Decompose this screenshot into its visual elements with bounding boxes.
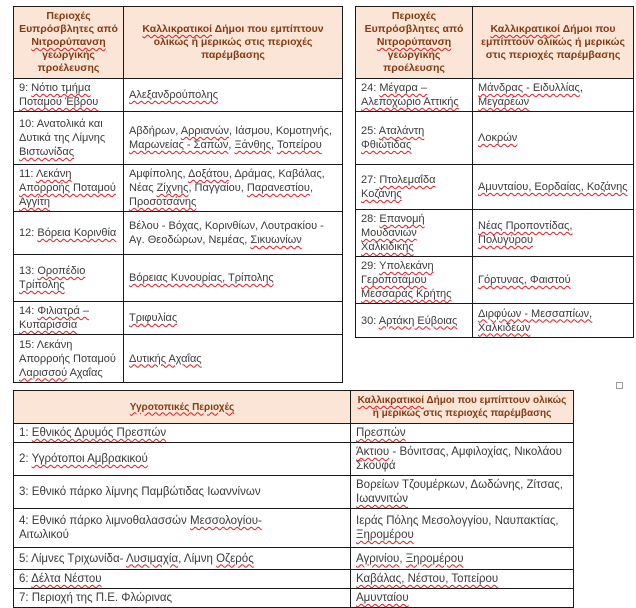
misspelled-text: Αμυνταίου, Εορδαίας, Κοζάνης [478, 181, 628, 193]
table-row [14, 212, 343, 255]
table-row [356, 165, 634, 210]
header-row [14, 391, 574, 424]
table-cell [14, 509, 351, 548]
table-cell [14, 255, 124, 302]
misspelled-text: Υπολεκάνη Γεροποτάμου Μεσσαράς Κρήτης [361, 260, 452, 300]
table-cell [351, 570, 574, 589]
table-cell [351, 476, 574, 509]
table-row [14, 255, 343, 302]
table-cell [124, 255, 343, 302]
nitrate-zones-table-left [13, 6, 343, 383]
table-row [356, 304, 634, 338]
table-cell [14, 335, 124, 383]
misspelled-text: Ξηρομέρου [356, 529, 414, 541]
table-cell [351, 589, 574, 608]
text-run: , [309, 182, 314, 194]
misspelled-text: Ξηρομέρου [405, 552, 464, 565]
table-row [14, 443, 574, 476]
text-run: , [271, 139, 277, 151]
misspelled-text: Λυσιμαχία [126, 552, 179, 565]
misspelled-text: Αμυνταίου [356, 592, 409, 604]
misspelled-text: Γόρτυνας, Φαιστού [478, 274, 571, 286]
misspelled-text: Προσοτσάνης [129, 196, 197, 208]
table-cell [124, 335, 343, 383]
misspelled-text: Ζίχνης [156, 182, 189, 194]
table-cell [14, 548, 351, 570]
column-header [14, 391, 351, 424]
misspelled-text: Δοξάτου [188, 168, 229, 180]
table-cell [351, 443, 574, 476]
table-cell [14, 112, 124, 165]
text-run: 27: [361, 174, 380, 186]
text-run: 29: [361, 260, 380, 272]
text-run: Αιτωλικού [19, 529, 69, 541]
table-cell [356, 210, 473, 257]
text-run: 4: Εθνικό πάρκο λιμνοθαλασσών [19, 515, 190, 527]
wetland-areas-table [13, 390, 574, 608]
misspelled-text: Καβάλας, Νέστου, Τοπείρου [356, 573, 499, 585]
text-run: 13: [19, 265, 38, 277]
misspelled-text: Νότιο τμήμα Ποταμού Έβρου [19, 82, 99, 108]
table-cell [473, 112, 634, 165]
misspelled-text: Παρανεστίου [246, 182, 310, 194]
text-run: , [228, 139, 235, 151]
misspelled-text: Αλεξανδρούπολης [129, 89, 219, 101]
table-row [14, 589, 574, 608]
text-run: , Παγγαίου, [188, 182, 247, 194]
table-row [14, 79, 343, 112]
misspelled-text: Αταλάντη Φθιώτιδας [361, 125, 425, 151]
text-run: Βέλου - Βόχας, Κορινθίων, Λουτρακίου - Αγ. Θεοδώρων, Νεμέας, [129, 220, 324, 246]
table-cell [14, 570, 351, 589]
text-run: , Δράμας, Καβάλας, Νέας [129, 168, 325, 194]
text-run: Βορείων Τζουμέρκων, Δωδώνης, Ζίτσας, [356, 479, 563, 491]
misspelled-text: Τριφυλίας [129, 312, 178, 324]
misspelled-text: Μέγαρα – Αλεποχώριο Αττικής [361, 82, 459, 108]
table-row [14, 548, 574, 570]
misspelled-text: Πτολεμαΐδα Κοζάνης [361, 174, 436, 200]
text-run: , Ιάσμου, Κομοτηνής, [229, 125, 332, 137]
table-cell [473, 304, 634, 338]
misspelled-text: Οζερός [216, 552, 254, 565]
misspelled-text: Τοπείρου [276, 139, 322, 151]
table-row [356, 112, 634, 165]
table-row [14, 509, 574, 548]
misspelled-text: Βόρειας Κυνουρίας, Τρίπολης [129, 272, 274, 284]
table-cell [473, 165, 634, 210]
text-run: Δήμοι που εμπίπτουν ολικώς ή μερικώς στις περιοχές παρέμβασης [153, 23, 324, 61]
misspelled-text: Νέας Προποντίδας, Πολυγύρου [478, 220, 573, 246]
text-run: γεωργικής προέλευσης [383, 49, 445, 74]
misspelled-text: Αρτάκη Εύβοιας [378, 314, 458, 327]
table-row [356, 257, 634, 304]
table-cell [473, 257, 634, 304]
misspelled-text: Δέλτα Νέστου [31, 573, 102, 585]
table-resize-handle[interactable] [616, 382, 623, 389]
table-row [14, 302, 343, 335]
misspelled-text: Λοκρών [478, 132, 518, 144]
misspelled-text: Μεγαρέων [478, 96, 530, 108]
table-cell [124, 112, 343, 165]
text-run: Περιοχές Ευπρόσβλητες από [364, 10, 464, 35]
misspelled-text: Ξάνθης [234, 139, 272, 151]
text-run: Δήμοι που εμπίπτουν ολικώς ή μερικώς στις περιοχές παρέμβασης [481, 23, 625, 61]
misspelled-text: Βιστωνίδας [19, 146, 75, 158]
column-header [14, 7, 124, 79]
misspelled-text: Μαρωνείας - Σαπών [129, 139, 229, 151]
misspelled-text: Καλλικρατικοί [490, 23, 561, 35]
table-cell [356, 79, 473, 112]
misspelled-text: Λεκάνη Απορροής Ποταμού Αγγίτη [19, 168, 116, 208]
text-run: 3: Εθνικό πάρκο λίμνης Παμβώτιδας Ιωαννίνων [19, 486, 261, 498]
text-run: 9: [19, 82, 32, 94]
text-run: Αχαΐας [67, 366, 103, 379]
table-cell [14, 79, 124, 112]
table-cell [14, 476, 351, 509]
table-row [14, 476, 574, 509]
misspelled-text: Υγροτοπικές Περιοχές [129, 401, 235, 413]
table-row [14, 112, 343, 165]
text-run: Αμφίπολης, [129, 168, 189, 180]
misspelled-text: Υγρότοποι Αμβρακικού [31, 453, 148, 465]
nitrate-zones-table-right [355, 6, 634, 338]
column-header [356, 7, 473, 79]
table-row [356, 79, 634, 112]
text-run: Δήμοι που εμπίπτουν ολικώς ή μερικώς στις περιοχές παρέμβασης [372, 395, 567, 419]
misspelled-text: Επανομή Μουδανιών Χαλκιδικής [361, 213, 425, 253]
table-cell [351, 548, 574, 570]
column-header [351, 391, 574, 424]
table-cell [14, 165, 124, 212]
table-cell [14, 589, 351, 608]
text-run: 11: [19, 168, 36, 180]
text-run: 15: Λεκάνη Απορροής Ποταμού [19, 338, 116, 365]
table-cell [14, 212, 124, 255]
text-run: 7: Περιοχή της Π.Ε. Φλώρινας [19, 592, 173, 604]
text-run: Αβδήρων, [129, 125, 181, 137]
text-run: - Βόνιτσας, Αμφιλοχίας, Νικολάου Σκουφά [356, 446, 562, 472]
table-row [14, 570, 574, 589]
text-run: 6: [19, 573, 32, 585]
text-run: 10: Ανατολικά και Δυτικά της Λίμνης [19, 118, 106, 144]
text-run: , Λίμνη [178, 552, 217, 565]
header-row [356, 7, 634, 79]
misspelled-text: Λαρισσού [19, 366, 68, 379]
misspelled-text: Πρεσπών [356, 427, 406, 439]
table-cell [14, 424, 351, 443]
table-cell [356, 304, 473, 338]
table-cell [14, 443, 351, 476]
table-row [14, 424, 574, 443]
misspelled-text: Νιτρορύπανση [31, 36, 106, 48]
table-cell [124, 165, 343, 212]
text-run: 25: [361, 125, 379, 137]
misspelled-text: Οροπέδιο Τρίπολης [19, 265, 86, 291]
table-cell [14, 302, 124, 335]
text-run: 1: [19, 427, 32, 439]
table-cell [124, 302, 343, 335]
text-run: 28: [361, 213, 380, 225]
misspelled-text: Αρριανών [180, 125, 230, 137]
misspelled-text: Διρφύων - Μεσσαπίων, Χαλκιδέων [478, 307, 593, 334]
text-run: Ιεράς Πόλης Μεσολογγίου, Ναυπακτίας, [356, 515, 559, 527]
misspelled-text: Καλλικρατικοί [142, 23, 213, 35]
text-run: , [399, 552, 406, 565]
table-cell [356, 112, 473, 165]
table-cell [356, 165, 473, 210]
text-run: 2: [19, 453, 32, 465]
misspelled-text: Ιωαννιτών [356, 493, 408, 505]
misspelled-text: Αγρινίου [356, 552, 400, 565]
misspelled-text: Βόρεια Κορινθία [37, 227, 117, 239]
header-row [14, 7, 343, 79]
text-run: γεωργικής προέλευσης [37, 49, 100, 74]
text-run: 5: Λίμνες Τριχωνίδα- [19, 552, 126, 565]
table-cell [351, 424, 574, 443]
column-header [124, 7, 343, 79]
table-cell [124, 79, 343, 112]
misspelled-text: Εθνικός Δρυμός Πρεσπών [31, 427, 167, 439]
table-cell [473, 79, 634, 112]
misspelled-text: Καλλικρατικοί [357, 395, 424, 406]
text-run: 14: [19, 305, 38, 317]
text-run: 24: [361, 82, 380, 94]
table-row [14, 335, 343, 383]
misspelled-text: Μεσσολογίου- [189, 515, 262, 527]
misspelled-text: Σικυωνίων [250, 234, 302, 246]
misspelled-text: Δυτικής Αχαΐας [129, 352, 202, 365]
table-row [356, 210, 634, 257]
misspelled-text: Φιλιατρά – Κυπαρισσία [19, 305, 90, 331]
misspelled-text: Άκτιου [356, 446, 390, 458]
text-run: 12: [19, 227, 38, 239]
text-run: , [579, 82, 583, 94]
misspelled-text: Νιτρορύπανση [376, 36, 452, 48]
text-run: 30: [361, 314, 379, 327]
table-cell [473, 210, 634, 257]
table-row [14, 165, 343, 212]
table-cell [356, 257, 473, 304]
table-cell [124, 212, 343, 255]
table-cell [351, 509, 574, 548]
column-header [473, 7, 634, 79]
misspelled-text: Μάνδρας - Ειδυλλίας [478, 82, 580, 94]
text-run: Περιοχές Ευπρόσβλητες από [19, 10, 118, 35]
